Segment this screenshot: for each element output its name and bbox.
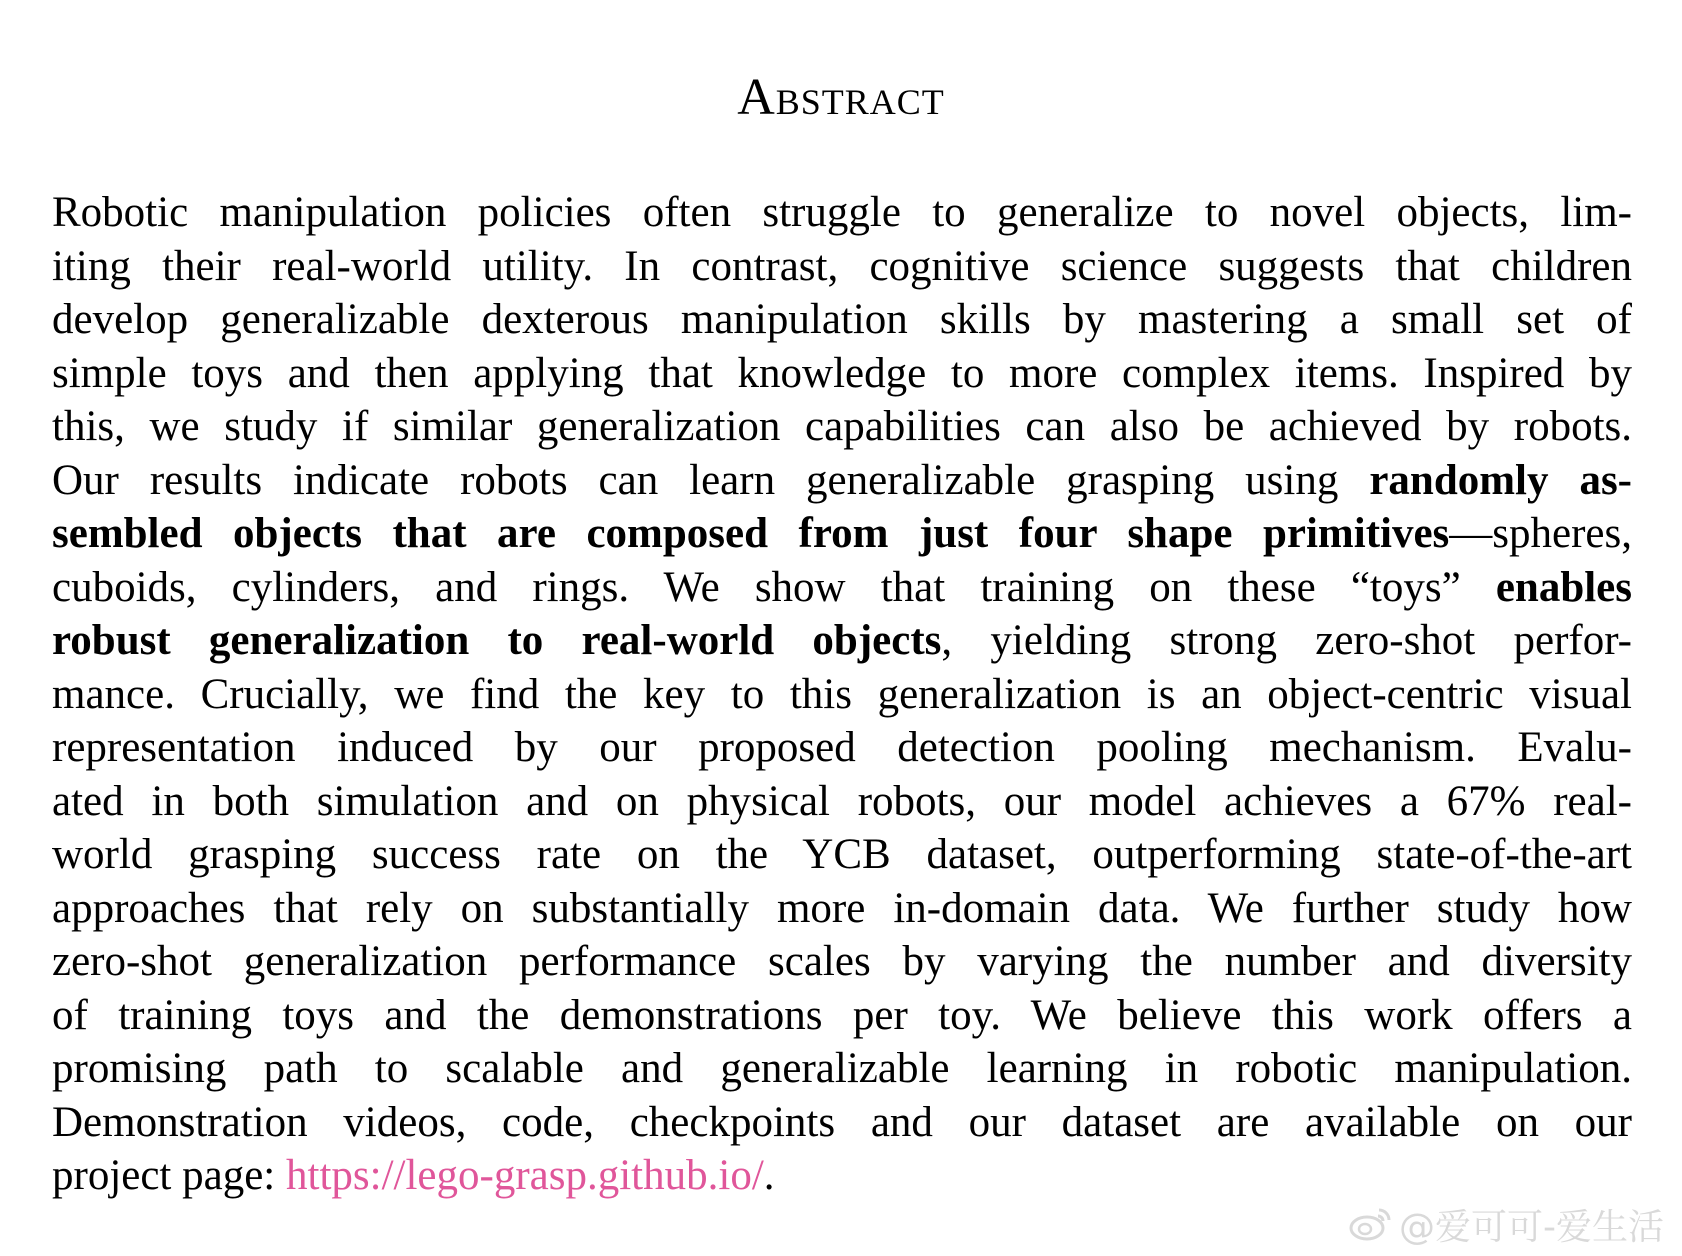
- abstract-line: [52, 1042, 1632, 1096]
- abstract-line: [52, 935, 1632, 989]
- body-text: representation induced by our proposed detection pooling mechanism. Evalu-: [52, 724, 1632, 771]
- body-text: Demonstration videos, code, checkpoints and our dataset are available on our: [52, 1098, 1632, 1146]
- body-text: iting their real-world utility. In contrast, cognitive science suggests that children: [52, 242, 1632, 290]
- abstract-line: [52, 775, 1632, 829]
- body-text: zero-shot generalization performance scales by varying the number and diversity: [52, 938, 1632, 985]
- body-text: of training toys and the demonstrations per toy. We believe this work offers a: [52, 991, 1632, 1039]
- body-text: project page:: [52, 1152, 287, 1199]
- body-text: Our results indicate robots can learn generalizable grasping using: [52, 456, 1370, 504]
- abstract-line: [52, 240, 1632, 294]
- abstract-line: [52, 882, 1632, 936]
- abstract-line: [52, 1096, 1632, 1150]
- bold-text: sembled objects that are composed from just four shape primitives: [52, 510, 1450, 557]
- body-text: mance. Crucially, we find the key to this generalization is an object-centric visual: [52, 670, 1632, 718]
- abstract-heading: Abstract: [737, 69, 945, 126]
- body-text: ated in both simulation and on physical robots, our model achieves a 67% real-: [52, 777, 1632, 825]
- body-text: cuboids, cylinders, and rings. We show that training on these “toys”: [52, 563, 1496, 611]
- body-text: approaches that rely on substantially more in-domain data. We further study how: [52, 884, 1632, 932]
- body-text: this, we study if similar generalization capabilities can also be achieved by robots.: [52, 403, 1632, 450]
- body-text: Robotic manipulation policies often struggle to generalize to novel objects, lim-: [52, 189, 1632, 236]
- body-text: world grasping success rate on the YCB dataset, outperforming state-of-the-art: [52, 831, 1632, 878]
- watermark-text: @爱可可-爱生活: [1399, 1206, 1664, 1248]
- abstract-line: [52, 828, 1632, 882]
- abstract-line: [52, 293, 1632, 347]
- bold-text: enables: [1495, 563, 1632, 611]
- weibo-icon: [1349, 1206, 1393, 1242]
- body-text: simple toys and then applying that knowledge to more complex items. Inspired by: [52, 349, 1632, 397]
- body-text: —spheres,: [1449, 510, 1632, 557]
- abstract-line: [52, 668, 1632, 722]
- abstract-line: [52, 507, 1632, 561]
- project-page-link[interactable]: https://lego-grasp.github.io/: [286, 1152, 764, 1199]
- abstract-body: [52, 186, 1632, 1203]
- abstract-line: [52, 347, 1632, 401]
- abstract-line: [52, 186, 1632, 240]
- abstract-line: [52, 400, 1632, 454]
- abstract-line: [52, 614, 1632, 668]
- abstract-line: [52, 561, 1632, 615]
- bold-text: randomly as-: [1369, 456, 1632, 504]
- bold-text: robust generalization to real-world objects: [52, 617, 942, 664]
- abstract-line: [52, 1149, 1632, 1203]
- abstract-line: [52, 989, 1632, 1043]
- body-text: promising path to scalable and generalizable learning in robotic manipulation.: [52, 1045, 1632, 1092]
- abstract-line: [52, 454, 1632, 508]
- abstract-line: [52, 721, 1632, 775]
- watermark: [1349, 1202, 1664, 1246]
- body-text: .: [763, 1152, 775, 1199]
- body-text: , yielding strong zero-shot perfor-: [941, 617, 1632, 664]
- body-text: develop generalizable dexterous manipulation skills by mastering a small set of: [52, 296, 1632, 343]
